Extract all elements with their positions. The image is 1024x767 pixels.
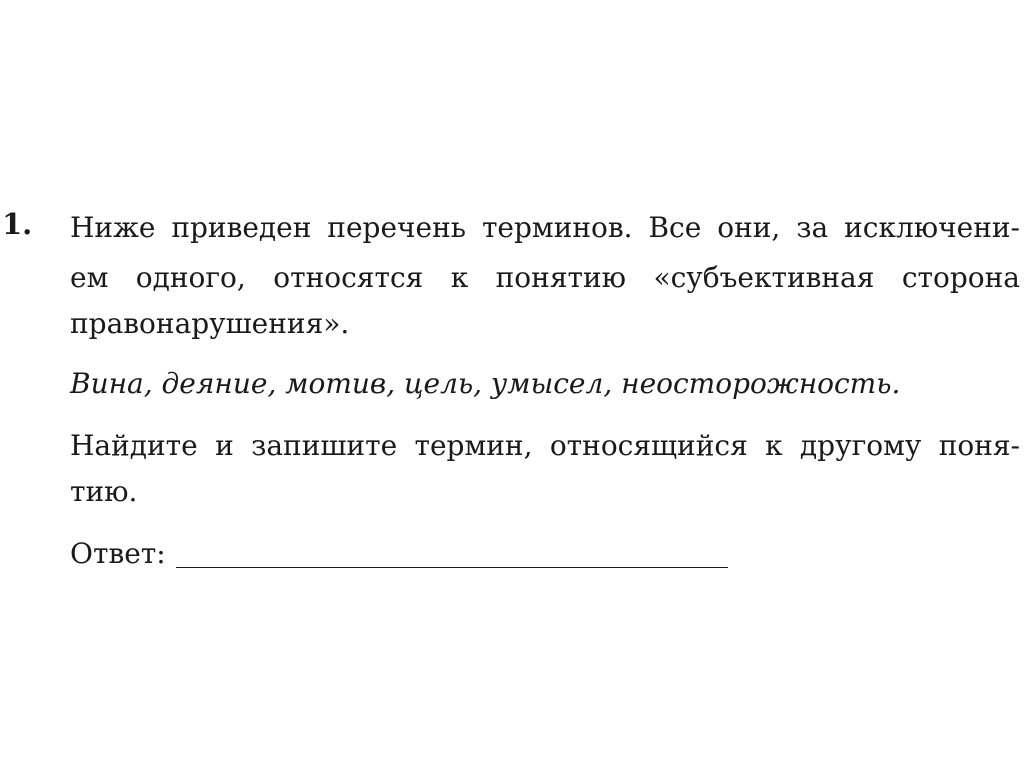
intro-line-3: правонарушения». (70, 307, 350, 340)
instruction-line-2: тию. (70, 475, 138, 508)
answer-blank-line (176, 567, 728, 568)
intro-line-2: ем одного, относятся к понятию «субъективная сторона (70, 261, 1020, 294)
terms-list: Вина, деяние, мотив, цель, умысел, неосторожность. (70, 367, 901, 400)
task-number: 1. (2, 207, 33, 241)
instruction-line-1: Найдите и запишите термин, относящийся к другому поня- (70, 429, 1020, 462)
intro-line-1: Ниже приведен перечень терминов. Все они, за исключени- (70, 211, 1020, 244)
answer-label: Ответ: (70, 537, 166, 570)
